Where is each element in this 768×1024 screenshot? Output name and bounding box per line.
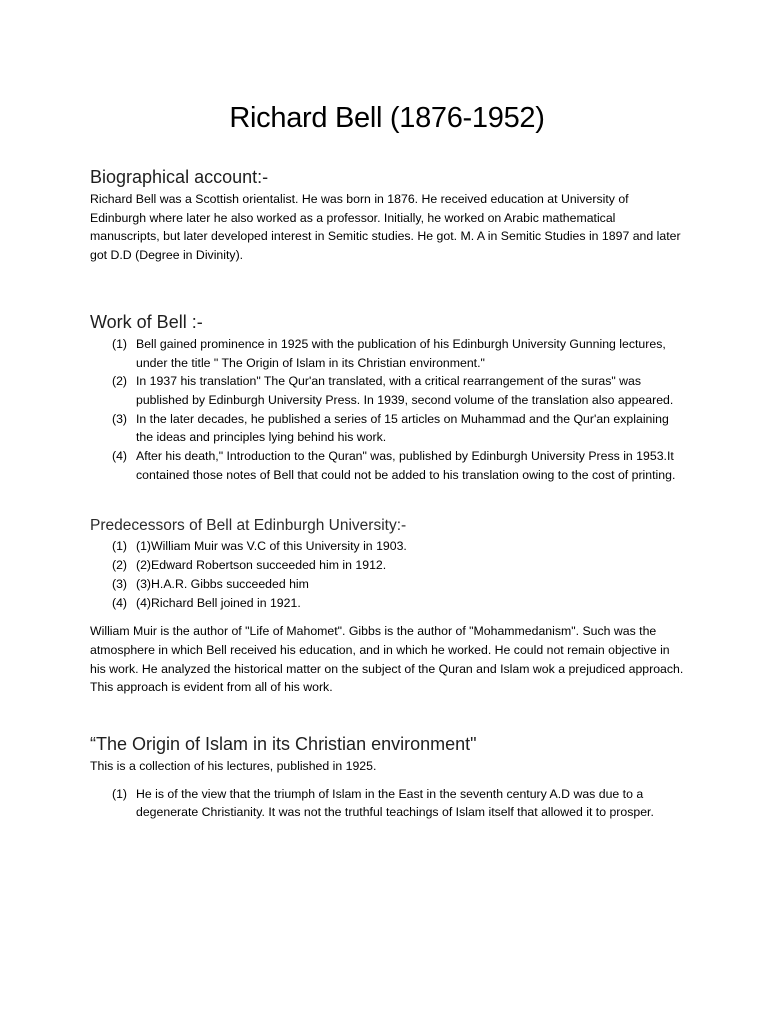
list-item-text: In 1937 his translation" The Qur'an translated, with a critical rearrangement of the suras" was published by Edinburgh University Press. In 1939, second volume of the translation also appeared. (136, 374, 674, 407)
predecessors-list (90, 537, 684, 612)
list-number: (4) (112, 595, 128, 610)
predecessors-heading: Predecessors of Bell at Edinburgh University:- (90, 517, 407, 535)
work-list (90, 335, 684, 485)
predecessors-list-item (90, 537, 684, 556)
biography-section (90, 164, 684, 265)
document-title: Richard Bell (1876-1952) (229, 102, 545, 134)
list-number: (2) (112, 558, 128, 573)
predecessors-list-item (90, 594, 684, 613)
predecessors-list-item (90, 575, 684, 594)
list-number: (3) (112, 576, 128, 591)
list-number: (1) (112, 786, 128, 801)
work-list-item (90, 335, 684, 372)
list-item-text: He is of the view that the triumph of Islam in the East in the seventh century A.D was due to a degenerate Christianity. It was not the truthful teachings of Islam itself that allowed it to prosper. (136, 786, 654, 820)
origin-list (90, 785, 684, 822)
biography-paragraph: Richard Bell was a Scottish orientalist. He was born in 1876. He received education at University of Edinburgh where later he also worked as a professor. Initially, he worked on Arabic mathematical manuscripts, but later developed interest in Semitic studies. He got. M. A in Semitic Studies in 1897 and later got D.D (Degree in Divinity). (90, 192, 681, 263)
list-item-text: (4)Richard Bell joined in 1921. (136, 595, 301, 610)
list-item-text: After his death," Introduction to the Quran" was, published by Edinburgh University Press in 1953.It contained those notes of Bell that could not be added to his translation owing to the cost of printing. (136, 449, 676, 482)
origin-intro: This is a collection of his lectures, published in 1925. (90, 759, 377, 774)
predecessors-paragraph: William Muir is the author of "Life of Mahomet". Gibbs is the author of "Mohammedanism". Such was the atmosphere in which Bell received his education, and in which he worked. He could not remain objective in his work. He analyzed the historical matter on the subject of the Quran and Islam wok a prejudiced approach. This approach is evident from all of his work. (90, 624, 684, 695)
list-item-text: In the later decades, he published a series of 15 articles on Muhammad and the Qur'an explaining the ideas and principles lying behind his work. (136, 411, 669, 445)
list-item-text: (1)William Muir was V.C of this University in 1903. (136, 539, 407, 554)
work-list-item (90, 372, 684, 409)
list-item-text: (3)H.A.R. Gibbs succeeded him (136, 576, 309, 591)
predecessors-list-item (90, 556, 684, 575)
work-heading: Work of Bell :- (90, 311, 203, 332)
origin-list-item (90, 785, 684, 822)
origin-heading: “The Origin of Islam in its Christian environment" (90, 734, 477, 755)
list-item-text: (2)Edward Robertson succeeded him in 1912. (136, 558, 387, 573)
work-list-item (90, 410, 684, 447)
work-section (90, 309, 684, 485)
origin-section (90, 731, 684, 822)
list-number: (4) (112, 449, 128, 464)
list-number: (1) (112, 336, 128, 351)
list-number: (1) (112, 539, 128, 554)
list-item-text: Bell gained prominence in 1925 with the publication of his Edinburgh University Gunning lectures, under the title " The Origin of Islam in its Christian environment." (136, 336, 666, 370)
predecessors-section (90, 515, 684, 697)
work-list-item (90, 447, 684, 484)
biography-heading: Biographical account:- (90, 167, 269, 187)
list-number: (2) (112, 374, 128, 389)
list-number: (3) (112, 411, 128, 426)
